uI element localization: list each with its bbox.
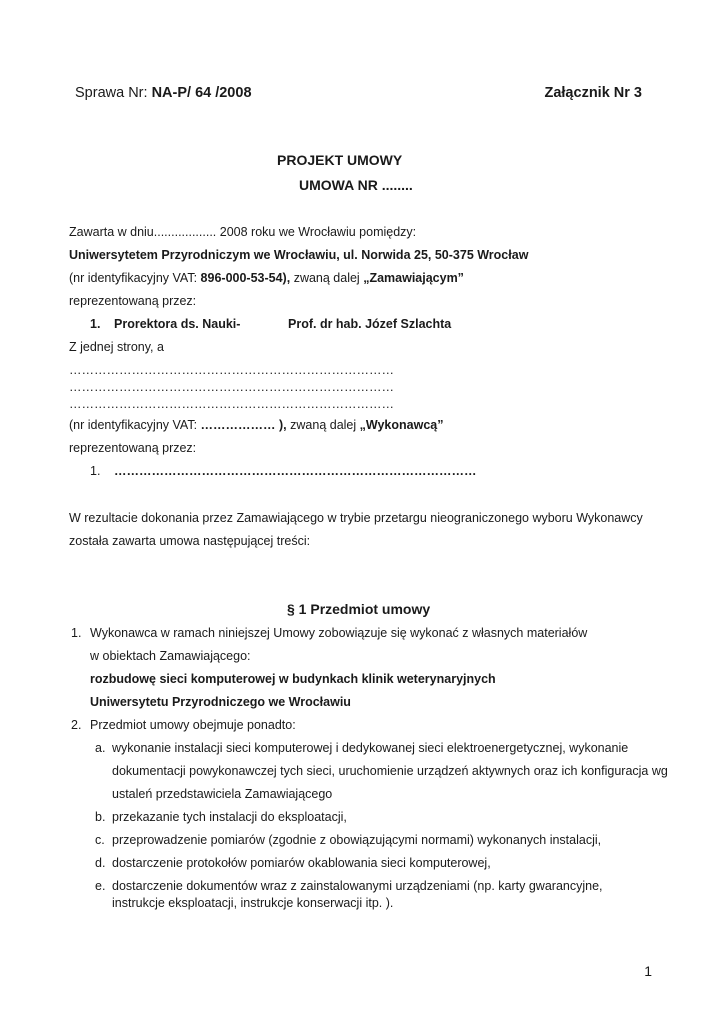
sub-item-letter: d.: [95, 856, 106, 870]
item-1-subject-1: rozbudowę sieci komputerowej w budynkach klinik weterynaryjnych: [90, 672, 496, 686]
document-title: PROJEKT UMOWY: [277, 152, 403, 168]
case-reference: [75, 85, 252, 101]
item-1-number: 1.: [71, 626, 82, 640]
result-line-1: W rezultacie dokonania przez Zamawiającego w trybie przetargu nieograniczonego wyboru Wykonawcy: [69, 511, 643, 525]
sub-item-b-line-1: przekazanie tych instalacji do eksploatacji,: [112, 810, 347, 824]
contractor-blank-2: ……………………………………………………………………: [69, 380, 394, 394]
other-side-label: Z jednej strony, a: [69, 340, 164, 354]
sub-item-letter: b.: [95, 810, 106, 824]
vat2-prefix: (nr identyfikacyjny VAT:: [69, 418, 198, 432]
sub-item-d-line-1: dostarczenie protokołów pomiarów okablowania sieci komputerowej,: [112, 856, 491, 870]
representative-number: 1.: [90, 317, 101, 331]
university-name: Uniwersytetem Przyrodniczym we Wrocławiu, ul. Norwida 25, 50-375 Wrocław: [69, 248, 529, 262]
vat-prefix: (nr identyfikacyjny VAT:: [69, 271, 198, 285]
sub-item-a-line-3: ustaleń przedstawiciela Zamawiającego: [112, 787, 333, 801]
result-line-2: została zawarta umowa następującej treści:: [69, 534, 311, 548]
contract-intro: Zawarta w dniu.................. 2008 roku we Wrocławiu pomiędzy:: [69, 225, 417, 239]
vat2-mid: zwaną dalej: [290, 418, 357, 432]
sub-item-letter: e.: [95, 879, 106, 893]
sub-item-a-line-2: dokumentacji powykonawczej tych sieci, uruchomienie urządzeń aktywnych oraz ich konfiguracja wg: [112, 764, 668, 778]
sub-item-letter: a.: [95, 741, 106, 755]
vat-mid: zwaną dalej: [293, 271, 360, 285]
sub-item-e-line-1: dostarczenie dokumentów wraz z zainstalowanymi urządzeniami (np. karty gwarancyjne,: [112, 879, 603, 893]
representative-name: Prof. dr hab. Józef Szlachta: [288, 317, 452, 331]
item-1-subject-2: Uniwersytetu Przyrodniczego we Wrocławiu: [90, 695, 351, 709]
represented-label-2: reprezentowaną przez:: [69, 441, 197, 455]
item-2-text: Przedmiot umowy obejmuje ponadto:: [90, 718, 296, 732]
party-name-zamawiajacy: „Zamawiającym”: [363, 271, 464, 285]
representative2-number: 1.: [90, 464, 101, 478]
item-1-line-2: w obiektach Zamawiającego:: [90, 649, 251, 663]
case-number: NA-P/ 64 /2008: [151, 85, 252, 101]
sub-item-letter: c.: [95, 833, 105, 847]
item-1-line-1: Wykonawca w ramach niniejszej Umowy zobowiązuje się wykonać z własnych materiałów: [90, 626, 588, 640]
contractor-blank-1: ……………………………………………………………………: [69, 363, 394, 377]
item-2-number: 2.: [71, 718, 82, 732]
page-number: 1: [644, 963, 652, 979]
vat2-number: ……………… ),: [200, 418, 287, 432]
representative-role: Prorektora ds. Nauki-: [114, 317, 241, 331]
section-1-heading: § 1 Przedmiot umowy: [287, 601, 431, 617]
university-vat: [69, 271, 464, 285]
representative2-blank: ……………………………………………………………………………: [114, 464, 477, 478]
contract-number: UMOWA NR ........: [299, 177, 413, 193]
party-name-wykonawca: „Wykonawcą”: [359, 418, 444, 432]
contractor-vat: [69, 418, 443, 432]
attachment-label: Załącznik Nr 3: [544, 85, 642, 101]
sub-item-a-line-1: wykonanie instalacji sieci komputerowej i dedykowanej sieci elektroenergetycznej, wykonanie: [112, 741, 629, 755]
sub-item-e-line-2: instrukcje eksploatacji, instrukcje konserwacji itp. ).: [112, 896, 394, 910]
represented-label: reprezentowaną przez:: [69, 294, 197, 308]
contractor-blank-3: ……………………………………………………………………: [69, 397, 394, 411]
vat-number: 896-000-53-54),: [200, 271, 291, 285]
case-label: Sprawa Nr:: [75, 85, 148, 101]
sub-item-c-line-1: przeprowadzenie pomiarów (zgodnie z obowiązującymi normami) wykonanych instalacji,: [112, 833, 602, 847]
